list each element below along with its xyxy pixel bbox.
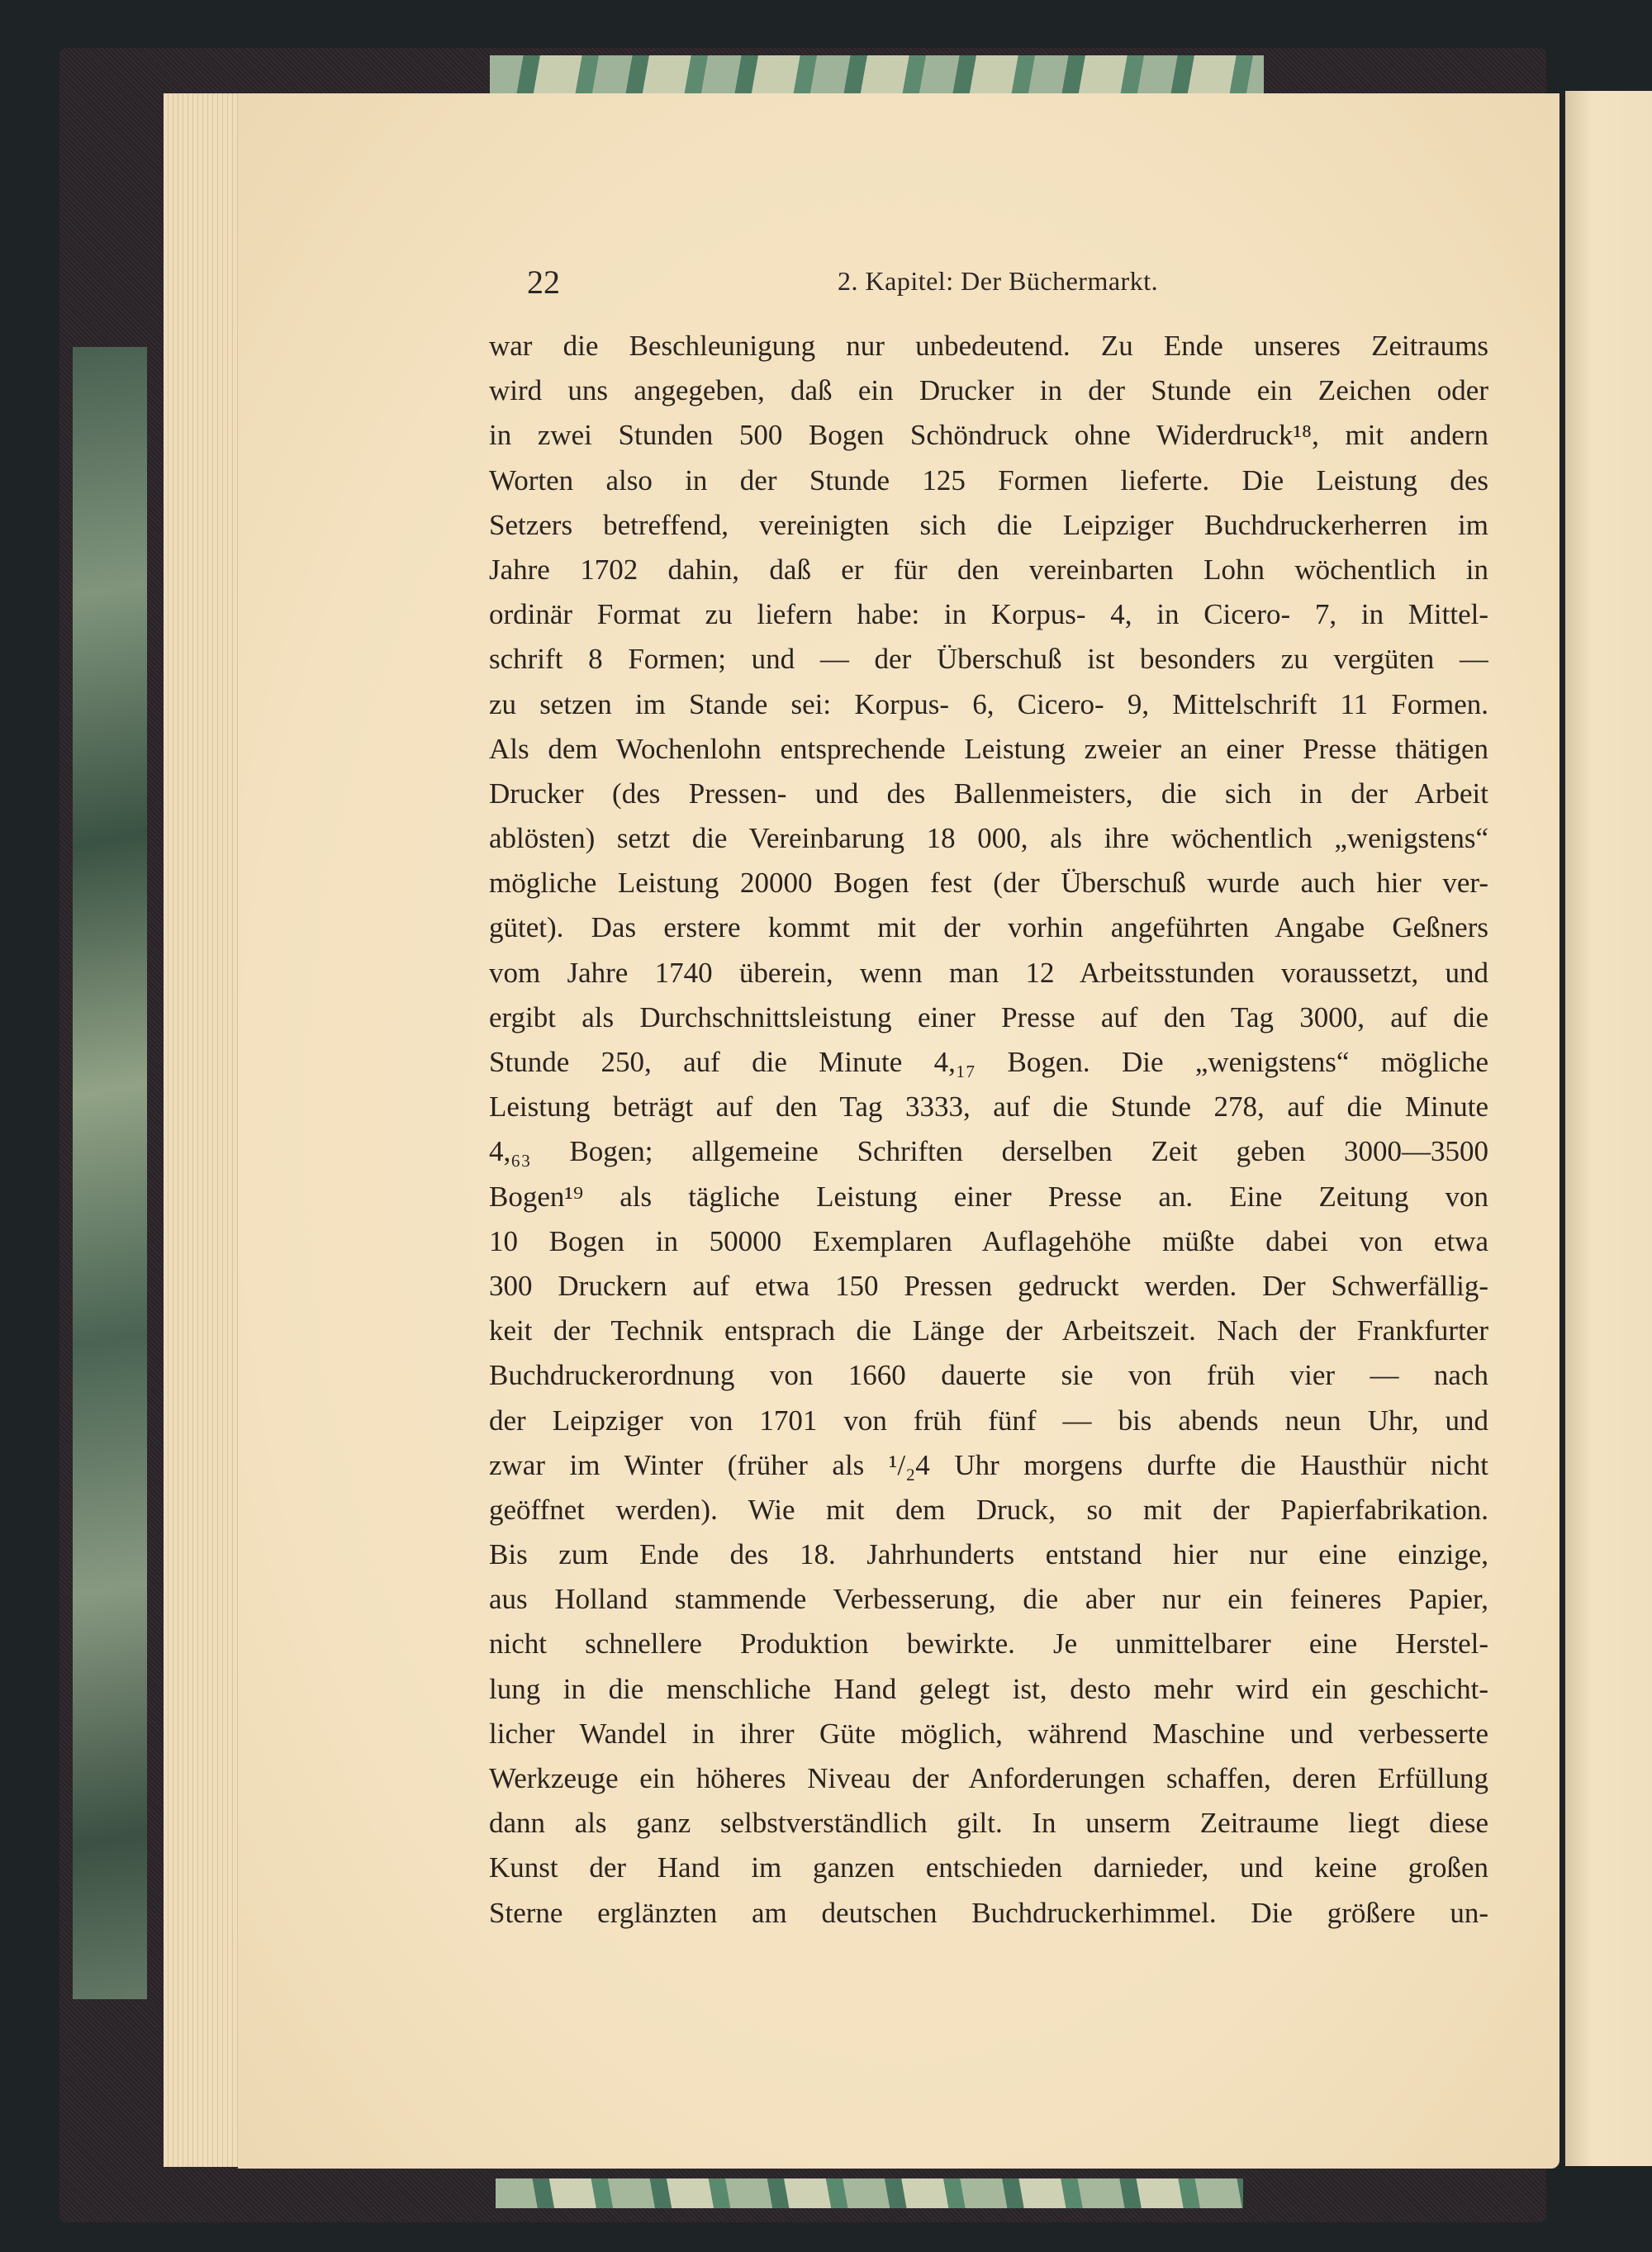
text-line: Bis zum Ende des 18. Jahrhunderts entstand hier nur eine einzige, — [489, 1538, 1488, 1571]
text-line: ergibt als Durchschnittsleistung einer Presse auf den Tag 3000, auf die — [489, 1000, 1488, 1033]
text-line: in zwei Stunden 500 Bogen Schöndruck ohne Widerdruck¹⁸, mit andern — [489, 419, 1488, 452]
text-line: 300 Druckern auf etwa 150 Pressen gedruckt werden. Der Schwerfällig- — [489, 1269, 1488, 1302]
text-line: Drucker (des Pressen- und des Ballenmeisters, die sich in der Arbeit — [489, 777, 1488, 810]
text-line: zwar im Winter (früher als ¹/₂4 Uhr morgens durfte die Hausthür nicht — [489, 1448, 1488, 1481]
text-line: keit der Technik entsprach die Länge der Arbeitszeit. Nach der Frankfurter — [489, 1314, 1488, 1347]
text-line: der Leipziger von 1701 von früh fünf — bis abends neun Uhr, und — [489, 1404, 1488, 1437]
text-line: aus Holland stammende Verbesserung, die aber nur ein feineres Papier, — [489, 1583, 1488, 1616]
text-line: vom Jahre 1740 überein, wenn man 12 Arbeitsstunden voraussetzt, und — [489, 956, 1488, 989]
body-text — [489, 324, 1488, 1936]
text-line: Setzers betreffend, vereinigten sich die Leipziger Buchdruckerherren im — [489, 508, 1488, 541]
text-line: schrift 8 Formen; und — der Überschuß ist besonders zu vergüten — — [489, 643, 1488, 676]
text-line: 4,₆₃ Bogen; allgemeine Schriften derselben Zeit geben 3000—3500 — [489, 1135, 1488, 1168]
text-line: nicht schnellere Produktion bewirkte. Je unmittelbarer eine Herstel- — [489, 1627, 1488, 1660]
text-line: 10 Bogen in 50000 Exemplaren Auflagehöhe müßte dabei von etwa — [489, 1224, 1488, 1257]
text-line: licher Wandel in ihrer Güte möglich, während Maschine und verbesserte — [489, 1717, 1488, 1750]
text-line: lung in die menschliche Hand gelegt ist, desto mehr wird ein geschicht- — [489, 1672, 1488, 1705]
text-line: Leistung beträgt auf den Tag 3333, auf die Stunde 278, auf die Minute — [489, 1090, 1488, 1124]
marbled-endpaper-top — [490, 55, 1264, 93]
text-line: war die Beschleunigung nur unbedeutend. Zu Ende unseres Zeitraums — [489, 330, 1488, 362]
text-line: Kunst der Hand im ganzen entschieden darnieder, und keine großen — [489, 1851, 1488, 1884]
page-number: 22 — [527, 264, 560, 301]
running-head: 2. Kapitel: Der Büchermarkt. — [838, 266, 1159, 296]
page-stack-edges — [164, 93, 240, 2167]
text-line: Buchdruckerordnung von 1660 dauerte sie von früh vier — nach — [489, 1359, 1488, 1392]
text-line: mögliche Leistung 20000 Bogen fest (der Überschuß wurde auch hier ver- — [489, 867, 1488, 900]
text-line: wird uns angegeben, daß ein Drucker in der Stunde ein Zeichen oder — [489, 374, 1488, 407]
text-line: ordinär Format zu liefern habe: in Korpus- 4, in Cicero- 7, in Mittel- — [489, 598, 1488, 631]
marbled-endpaper-bottom — [496, 2178, 1243, 2208]
text-line: ablösten) setzt die Vereinbarung 18 000, als ihre wöchentlich „wenigstens“ — [489, 822, 1488, 855]
text-line: gütet). Das erstere kommt mit der vorhin angeführten Angabe Geßners — [489, 911, 1488, 944]
text-line: dann als ganz selbstverständlich gilt. In unserm Zeitraume liegt diese — [489, 1807, 1488, 1840]
text-line: geöffnet werden). Wie mit dem Druck, so mit der Papierfabrikation. — [489, 1493, 1488, 1526]
text-line: Worten also in der Stunde 125 Formen lieferte. Die Leistung des — [489, 463, 1488, 496]
marbled-cover-edge — [73, 347, 147, 1999]
text-line: zu setzen im Stande sei: Korpus- 6, Cicero- 9, Mittelschrift 11 Formen. — [489, 687, 1488, 720]
text-line: Stunde 250, auf die Minute 4,₁₇ Bogen. Die „wenigstens“ mögliche — [489, 1046, 1488, 1078]
text-line: Sterne erglänzten am deutschen Buchdruckerhimmel. Die größere un- — [489, 1896, 1488, 1929]
text-line: Als dem Wochenlohn entsprechende Leistung zweier an einer Presse thätigen — [489, 732, 1488, 765]
facing-page-edge — [1565, 91, 1652, 2166]
text-line: Jahre 1702 dahin, daß er für den vereinbarten Lohn wöchentlich in — [489, 553, 1488, 586]
text-line: Werkzeuge ein höheres Niveau der Anforderungen schaffen, deren Erfüllung — [489, 1762, 1488, 1794]
text-line: Bogen¹⁹ als tägliche Leistung einer Presse an. Eine Zeitung von — [489, 1180, 1488, 1213]
